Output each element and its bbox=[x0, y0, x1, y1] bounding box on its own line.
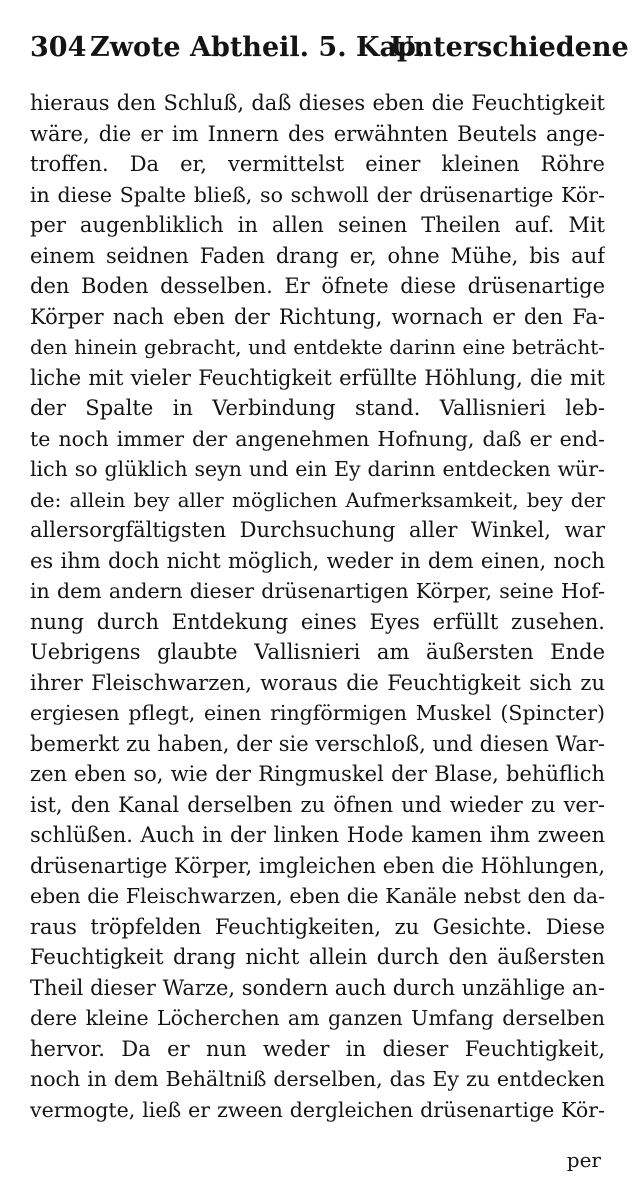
running-head bbox=[30, 26, 629, 70]
text-line: hervor. Da er nun weder in dieser Feuchtigkeit, bbox=[30, 1036, 605, 1061]
text-line: Uebrigens glaubte Vallisnieri am äußersten Ende bbox=[30, 640, 605, 664]
text-line: bemerkt zu haben, der sie verschloß, und diesen War- bbox=[30, 731, 605, 756]
text-line: in dem andern dieser drüsenartigen Körper, seine Hof- bbox=[30, 579, 605, 603]
chapter-subject: Unterschiedene bbox=[390, 32, 629, 63]
text-line: te noch immer der angenehmen Hofnung, daß er end- bbox=[30, 426, 605, 451]
text-line: allersorgfältigsten Durchsuchung aller Winkel, war bbox=[30, 518, 605, 542]
text-line: den Boden desselben. Er öfnete diese drüsenartige bbox=[30, 274, 605, 298]
text-line: in diese Spalte bließ, so schwoll der drüsenartige Kör- bbox=[30, 182, 605, 207]
text-line: dere kleine Löcherchen am ganzen Umfang derselben bbox=[30, 1006, 605, 1030]
text-line: eben die Fleischwarzen, eben die Kanäle nebst den da- bbox=[30, 884, 605, 908]
text-line: ergiesen pflegt, einen ringförmigen Muskel (Spincter) bbox=[30, 701, 605, 725]
text-line: hieraus den Schluß, daß dieses eben die Feuchtigkeit bbox=[30, 91, 605, 115]
body-text bbox=[30, 88, 605, 1125]
text-line: liche mit vieler Feuchtigkeit erfüllte Höhlung, die mit bbox=[30, 365, 605, 390]
text-line: vermogte, ließ er zween dergleichen drüsenartige Kör- bbox=[30, 1097, 605, 1122]
text-line: troffen. Da er, vermittelst einer kleinen Röhre bbox=[30, 152, 605, 176]
text-line: schlüßen. Auch in der linken Hode kamen ihm zween bbox=[30, 823, 605, 847]
text-line: zen eben so, wie der Ringmuskel der Blase, behüflich bbox=[30, 762, 605, 786]
text-line: Körper nach eben der Richtung, wornach er den Fa- bbox=[30, 304, 605, 329]
text-line: per augenbliklich in allen seinen Theilen auf. Mit bbox=[30, 213, 605, 237]
text-line: lich so glüklich seyn und ein Ey darinn entdecken wür- bbox=[30, 457, 605, 481]
text-line: ihrer Fleischwarzen, woraus die Feuchtigkeit sich zu bbox=[30, 670, 605, 695]
text-line: noch in dem Behältniß derselben, das Ey zu entdecken bbox=[30, 1067, 605, 1091]
page-number: 304 bbox=[30, 32, 87, 63]
text-line: raus tröpfelden Feuchtigkeiten, zu Gesichte. Diese bbox=[30, 914, 605, 939]
text-line: Theil dieser Warze, sondern auch durch unzählige an- bbox=[30, 975, 605, 1000]
text-line: ist, den Kanal derselben zu öfnen und wieder zu ver- bbox=[30, 792, 605, 817]
text-line: nung durch Entdekung eines Eyes erfüllt zusehen. bbox=[30, 609, 605, 634]
text-line: wäre, die er im Innern des erwähnten Beutels ange- bbox=[30, 121, 605, 146]
section-title: Zwote Abtheil. 5. Kap. bbox=[90, 32, 426, 63]
text-line: den hinein gebracht, und entdekte darinn eine beträcht- bbox=[30, 335, 605, 359]
text-line: Feuchtigkeit drang nicht allein durch den äußersten bbox=[30, 945, 605, 969]
text-line: der Spalte in Verbindung stand. Vallisnieri leb- bbox=[30, 396, 605, 420]
text-line: drüsenartige Körper, imgleichen eben die Höhlungen, bbox=[30, 853, 605, 878]
catchword: per bbox=[566, 1148, 601, 1172]
text-line: de: allein bey aller möglichen Aufmerksamkeit, bey der bbox=[30, 487, 605, 512]
text-line: es ihm doch nicht möglich, weder in dem einen, noch bbox=[30, 548, 605, 573]
text-line: einem seidnen Faden drang er, ohne Mühe, bis auf bbox=[30, 243, 605, 268]
